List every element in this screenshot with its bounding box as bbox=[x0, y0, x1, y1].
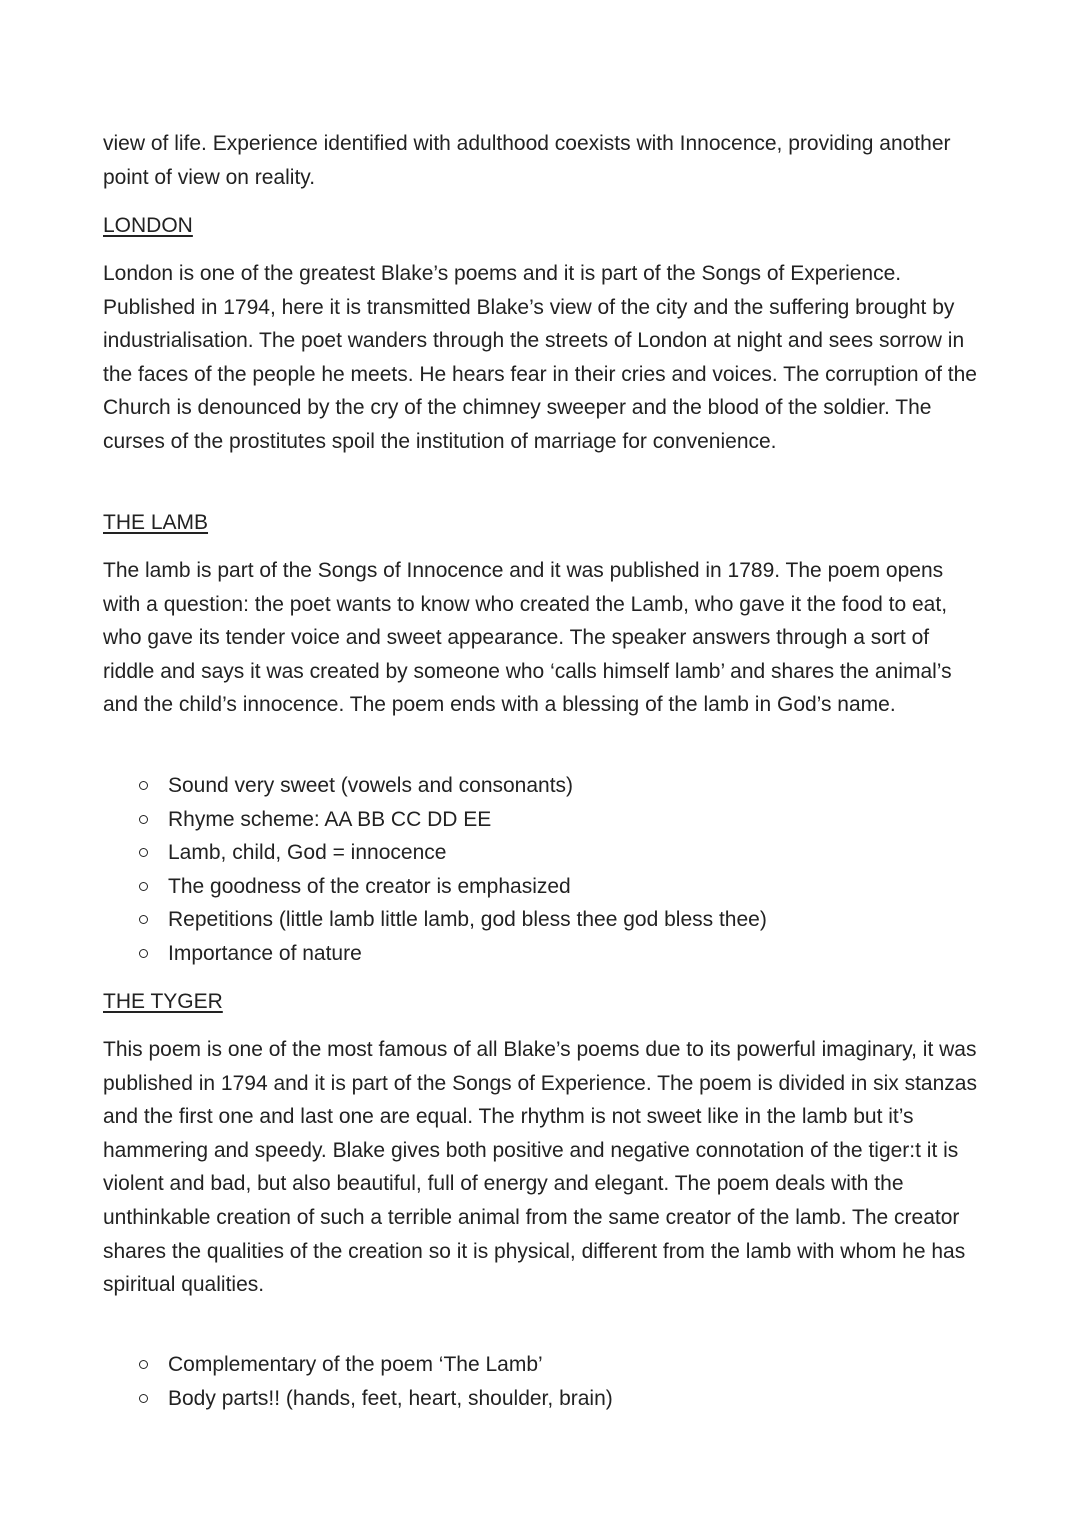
circle-bullet-icon bbox=[139, 781, 148, 790]
list-item-text: Sound very sweet (vowels and consonants) bbox=[168, 774, 574, 797]
list-item-text: Rhyme scheme: AA BB CC DD EE bbox=[168, 807, 492, 831]
intro-paragraph: view of life. Experience identified with adulthood coexists with Innocence, providing another point of view on reality. bbox=[103, 132, 951, 189]
circle-bullet-icon bbox=[139, 949, 148, 958]
circle-bullet-icon bbox=[139, 882, 148, 891]
london-paragraph: London is one of the greatest Blake’s poems and it is part of the Songs of Experience. Published in 1794, here it is transmitted Blake’s view of the city and the suffering brought by industrialisation. The poet wanders through the streets of London at night and sees sorrow in the faces of the people he meets. He hears fear in their cries and voices. The corruption of the Church is denounced by the cry of the chimney sweeper and the blood of the soldier. The curses of the prostitutes spoil the institution of marriage for convenience. bbox=[103, 262, 977, 453]
circle-bullet-icon bbox=[139, 815, 148, 824]
list-item bbox=[103, 1382, 613, 1416]
tyger-bullet-list bbox=[103, 1348, 613, 1415]
list-item bbox=[103, 836, 767, 870]
list-item bbox=[103, 870, 767, 904]
circle-bullet-icon bbox=[139, 848, 148, 857]
circle-bullet-icon bbox=[139, 1360, 148, 1369]
lamb-paragraph: The lamb is part of the Songs of Innocence and it was published in 1789. The poem opens with a question: the poet wants to know who created the Lamb, who gave it the food to eat, who gave its tender voice and sweet appearance. The speaker answers through a sort of riddle and says it was created by someone who ‘calls himself lamb’ and shares the animal’s and the child’s innocence. The poem ends with a blessing of the lamb in God’s name. bbox=[103, 559, 952, 717]
list-item-text: Lamb, child, God = innocence bbox=[168, 841, 447, 865]
list-item bbox=[103, 1348, 613, 1382]
list-item-text: Body parts!! (hands, feet, heart, shoulder, brain) bbox=[168, 1386, 613, 1410]
heading-the-tyger: THE TYGER bbox=[103, 990, 223, 1013]
list-item bbox=[103, 903, 767, 937]
circle-bullet-icon bbox=[139, 1394, 148, 1403]
heading-london: LONDON bbox=[103, 214, 193, 237]
heading-the-lamb: THE LAMB bbox=[103, 511, 209, 534]
list-item bbox=[103, 769, 767, 803]
lamb-bullet-list bbox=[103, 769, 767, 971]
circle-bullet-icon bbox=[139, 915, 148, 924]
list-item-text: Repetitions (little lamb little lamb, god bless thee god bless thee) bbox=[168, 908, 767, 932]
list-item bbox=[103, 803, 767, 837]
list-item bbox=[103, 937, 767, 971]
list-item-text: The goodness of the creator is emphasized bbox=[168, 874, 571, 898]
tyger-paragraph: This poem is one of the most famous of all Blake’s poems due to its powerful imaginary, it was published in 1794 and it is part of the Songs of Experience. The poem is divided in six stanzas and the first one and last one are equal. The rhythm is not sweet like in the lamb but it’s hammering and speedy. Blake gives both positive and negative connotation of the tiger:t it is violent and bad, but also beautiful, full of energy and elegant. The poem deals with the unthinkable creation of such a terrible animal from the same creator of the lamb. The creator shares the qualities of the creation so it is physical, different from the lamb with whom he has spiritual qualities. bbox=[103, 1038, 977, 1297]
list-item-text: Importance of nature bbox=[168, 941, 362, 965]
list-item-text: Complementary of the poem ‘The Lamb’ bbox=[168, 1353, 543, 1376]
